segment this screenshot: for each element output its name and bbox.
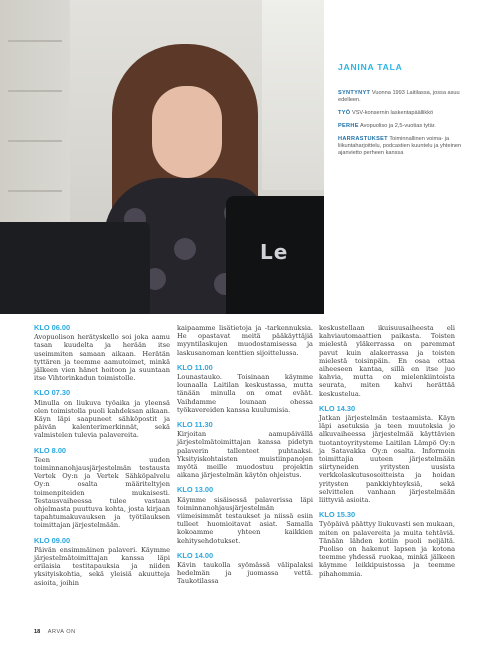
article-column-3 [319,324,455,585]
entry-time: KLO 14.30 [319,403,356,413]
profile-label: PERHE [338,123,359,129]
magazine-name: ARVA ON [47,629,76,635]
profile-value: Avopuoliso ja 2,5-vuotias tytär. [360,123,436,129]
profile-family [338,123,470,130]
profile-name: JANINA TALA [338,62,403,72]
entry-time: KLO 13.00 [177,485,214,495]
entry-text: Avopuolison herätyskello soi joka aamu tasan kuudelta ja herään itse useimmiten samaan aikaan. Herätän tyttären ja teemme aamutoimet, minkä jälkeen vien hänet hoitoon ja suuntaan itse Vihtorinkadun toimistolle. [34,333,170,383]
profile-value: Toiminnallinen voima- ja liikuntaharjoittelu, podcastien kuuntelu ja yhteinen ajanvietto perheen kanssa [338,136,462,156]
entry-text: Lounastauko. Toisinaan käymme lounaalla Laitilan keskustassa, mutta tänään minulla on omat eväät. Vaihdamme lounaan ohessa työkavereiden kanssa kuulumisia. [177,373,313,414]
person-face [152,86,222,178]
entry-text: Minulla on liukuva työaika ja yleensä olen toimistolla puoli kahdeksan aikaan. Käyn läpi saapuneet sähköpostit ja päivän kalenterimerkinnät, sekä valmistelen tulevia palavereita. [34,398,170,440]
entry-text: Käymme sisäisessä palaverissa läpi toiminnanohjausjärjestelmän viimeisimmät testaukset ja niissä esiin tulleet huomioitavat asiat. Samalla kokoamme yhteen kaikkien kehitysehdotukset. [177,495,313,545]
timeline-entry [177,364,313,414]
article-column-1 [34,324,170,594]
entry-time: KLO 06.00 [34,323,71,332]
profile-value: VSV-konsernin laskentapäällikkö [351,110,434,116]
entry-time: KLO 07.30 [34,388,71,398]
timeline-entry [34,389,170,439]
entry-time: KLO 09.00 [34,535,71,545]
article-column-2 [177,324,313,593]
timeline-entry [34,324,170,382]
entry-time: KLO 14.00 [177,550,214,560]
entry-text: Jatkan järjestelmän testaamista. Käyn läpi asetuksia ja teen muutoksia jo alkuvaiheessa järjestelmää käyttävien tuotantoyritysteme Laitilan Lämpö Oy:n ja Satavakka Oy:n osalta. Informoin toimittajia uuteen järjestelmään siirtyneiden yritysten uusista verkkolaskutusosoitteista ja hoidan yritysten pankkiyhteyksiä, sekä selvittelen vanhaan järjestelmään liittyviä asioita. [319,414,455,505]
entry-text: kaipaamme lisätietoja ja -tarkennuksia. He opastavat meitä pääkäyttäjiä myyntilaskujen muodostamisessa ja laskusanoman kenttien sijoittelussa. [177,324,313,357]
entry-text: keskustellaan ikuisuusaiheesta eli kahviautomaattien paikasta. Toisten mielestä yläkerrassa on paremmat pavut kuin alakerrassa ja toisten mielestä toisinpäin. En osaa ottaa aiheeseen kantaa, sillä en itse juo kahvia, mutta on mielenkiintoista seurata, miten kahvi herättää keskustelua. [319,324,455,398]
timeline-entry-continued [319,324,455,398]
entry-text: Teen uuden toiminnanohjausjärjestelmän testausta Vertek Oy:n ja Vertek Sähköpalvelu Oy:n osalta määriteltyjen toimenpiteiden mukaisesti. Testausvaiheessa tulee vastaan ohjelmasta puuttuva kohta, josta kirjaan tapahtumakuvauksen ja työtilauksen toimittajan järjestelmään. [34,455,170,530]
monitor-text: Le [260,240,289,264]
profile-label: SYNTYNYT [338,90,371,96]
timeline-entry [177,552,313,586]
portrait-photo [0,0,324,314]
entry-text: Kirjoitan aamupäivällä järjestelmätoimittajan kanssa pidetyn palaverin tallenteet puhtaaksi. Yksityiskohtaisten muistiinpanojen myötä meille muodostuu projektin aikana järjestelmän käytön ohjeistus. [177,430,313,480]
page-footer [34,629,76,635]
timeline-entry-continued [177,324,313,357]
timeline-entry [34,537,170,587]
page-number: 18 [34,629,41,635]
profile-hobbies [338,136,470,157]
entry-text: Päivän ensimmäinen palaveri. Käymme järjestelmätoimittajan kanssa läpi erilaisia testitapauksia ja niiden yksityiskohtia, sekä yleisiä akuutteja asioita, joihin [34,545,170,587]
profile-work [338,110,470,117]
entry-time: KLO 15.30 [319,510,356,520]
entry-time: KLO 11.30 [177,420,213,430]
profile-label: TYÖ [338,110,351,116]
entry-text: Kävin taukolla syömässä välipalaksi hedelmän ja juomassa vettä. Taukotilassa [177,561,313,586]
window [262,0,324,190]
profile-box [338,62,470,163]
entry-time: KLO 8.00 [34,445,67,455]
profile-born [338,90,470,104]
timeline-entry [319,405,455,504]
timeline-entry [177,421,313,479]
monitor-left [0,222,150,314]
timeline-entry [177,486,313,544]
timeline-entry [34,447,170,530]
entry-text: Työpäivä päättyy liukuvasti sen mukaan, miten on palavereita ja muita tehtäviä. Tänään lähden kotiin puoli neljältä. Puoliso on hakenut lapsen ja kotona teemme yhdessä ruokaa, minkä jälkeen käymme leikkipuistossa ja teemme pihahommia. [319,520,455,578]
timeline-entry [319,511,455,578]
monitor-right [226,196,324,314]
profile-value: Vuonna 1993 Laitilassa, jossa asuu edelleen. [338,90,460,103]
entry-time: KLO 11.00 [177,362,213,372]
profile-label: HARRASTUKSET [338,136,388,142]
